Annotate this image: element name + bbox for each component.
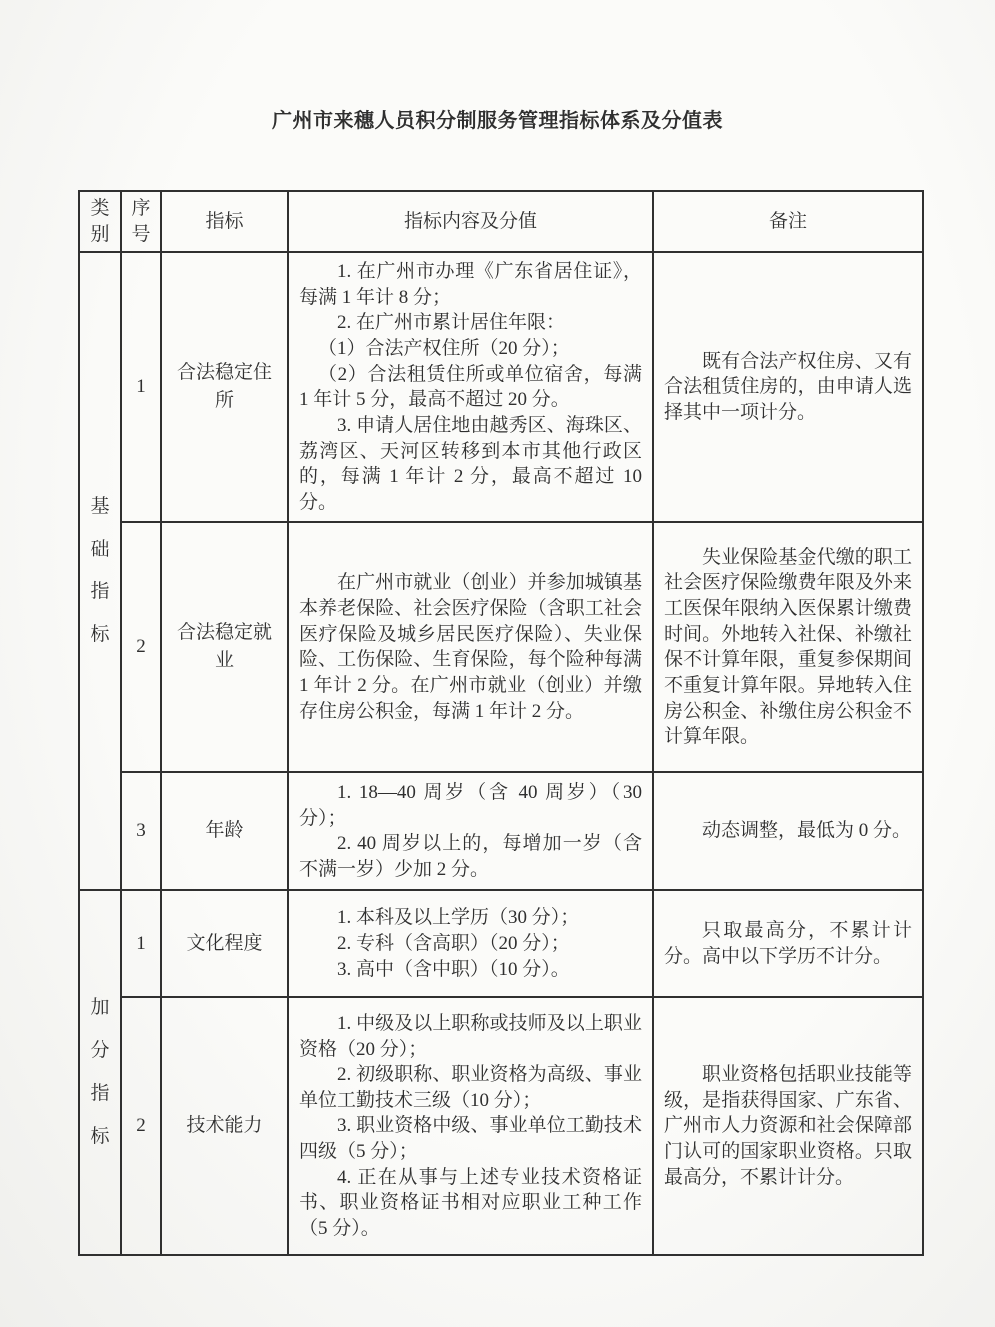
row-number-cell: 3	[121, 772, 161, 890]
remarks-cell	[653, 890, 923, 997]
table-row	[79, 522, 923, 772]
row-number-cell: 2	[121, 522, 161, 772]
remark-paragraph: 职业资格包括职业技能等级，是指获得国家、广东省、广州市人力资源和社会保障部门认可的国家职业资格。只取最高分，不累计计分。	[664, 1064, 912, 1188]
content-paragraph: 2. 在广州市累计居住年限：	[337, 312, 566, 334]
indicator-header: 指标	[161, 191, 288, 252]
content-paragraph: 2. 专科（含高职）（20 分）；	[337, 932, 570, 954]
content-paragraph: 3. 高中（含中职）（10 分）。	[337, 958, 570, 980]
content-cell	[288, 522, 653, 772]
category-cell	[79, 890, 121, 1255]
remarks-cell	[653, 522, 923, 772]
content-paragraph: 2. 初级职称、职业资格为高级、事业单位工勤技术三级（10 分）；	[299, 1064, 642, 1111]
indicator-cell: 合法稳定就业	[161, 522, 288, 772]
content-header: 指标内容及分值	[288, 191, 653, 252]
category-cell	[79, 252, 121, 890]
table-row	[79, 997, 923, 1255]
content-cell	[288, 997, 653, 1255]
row-number-cell: 2	[121, 997, 161, 1255]
content-paragraph: （1）合法产权住所（20 分）；	[318, 338, 570, 359]
table-header-row	[79, 191, 923, 252]
content-paragraph: 1. 中级及以上职称或技师及以上职业资格（20 分）；	[299, 1012, 642, 1060]
remark-paragraph: 既有合法产权住房、又有合法租赁住房的，由申请人选择其中一项计分。	[664, 350, 912, 424]
indicator-cell: 技术能力	[161, 997, 288, 1255]
indicator-cell: 合法稳定住所	[161, 252, 288, 522]
content-cell	[288, 252, 653, 522]
content-cell	[288, 772, 653, 890]
content-paragraph: 3. 职业资格中级、事业单位工勤技术四级（5 分）；	[299, 1115, 642, 1163]
row-number-cell: 1	[121, 252, 161, 522]
remarks-cell	[653, 997, 923, 1255]
row-number-cell: 1	[121, 890, 161, 997]
category-header: 类别	[79, 191, 121, 252]
content-paragraph: 1. 本科及以上学历（30 分）；	[337, 907, 580, 929]
content-paragraph: 在广州市就业（创业）并参加城镇基本养老保险、社会医疗保险（含职工社会医疗保险及城乡居民医疗保险）、失业保险、工伤保险、生育保险，每个险种每满 1 年计 2 分。在广州市就业（创业）并缴存住房公积金，每满 1 年计 2 分。	[299, 572, 642, 722]
indicator-cell: 年龄	[161, 772, 288, 890]
content-paragraph: 1. 18—40 周岁（含 40 周岁）（30 分）；	[299, 782, 642, 829]
number-header: 序号	[121, 191, 161, 252]
table-row	[79, 772, 923, 890]
category-label: 基础指标	[90, 495, 110, 646]
content-paragraph: 4. 正在从事与上述专业技术资格证书、职业资格证书相对应职业工种工作（5 分）。	[299, 1166, 642, 1240]
content-paragraph: 3. 申请人居住地由越秀区、海珠区、荔湾区、天河区转移到本市其他行政区的，每满 1 年计 2 分，最高不超过 10 分。	[299, 414, 642, 513]
content-paragraph: 1. 在广州市办理《广东省居住证》，每满 1 年计 8 分；	[299, 261, 642, 308]
remark-paragraph: 只取最高分，不累计计分。高中以下学历不计分。	[664, 920, 912, 967]
indicators-table	[78, 190, 924, 1256]
content-paragraph: 2. 40 周岁以上的，每增加一岁（含不满一岁）少加 2 分。	[299, 833, 642, 880]
content-cell	[288, 890, 653, 997]
category-label: 加分指标	[90, 997, 110, 1147]
content-paragraph: （2）合法租赁住所或单位宿舍，每满 1 年计 5 分，最高不超过 20 分。	[299, 363, 642, 411]
indicator-cell: 文化程度	[161, 890, 288, 997]
table-row	[79, 890, 923, 997]
page-title: 广州市来穗人员积分制服务管理指标体系及分值表	[272, 110, 723, 132]
remarks-cell	[653, 772, 923, 890]
remarks-header: 备注	[653, 191, 923, 252]
remarks-cell	[653, 252, 923, 522]
remark-paragraph: 动态调整，最低为 0 分。	[702, 820, 912, 842]
table-row	[79, 252, 923, 522]
remark-paragraph: 失业保险基金代缴的职工社会医疗保险缴费年限及外来工医保年限纳入医保累计缴费时间。外地转入社保、补缴社保不计算年限，重复参保期间不重复计算年限。异地转入住房公积金、补缴住房公积金不计算年限。	[664, 546, 912, 748]
